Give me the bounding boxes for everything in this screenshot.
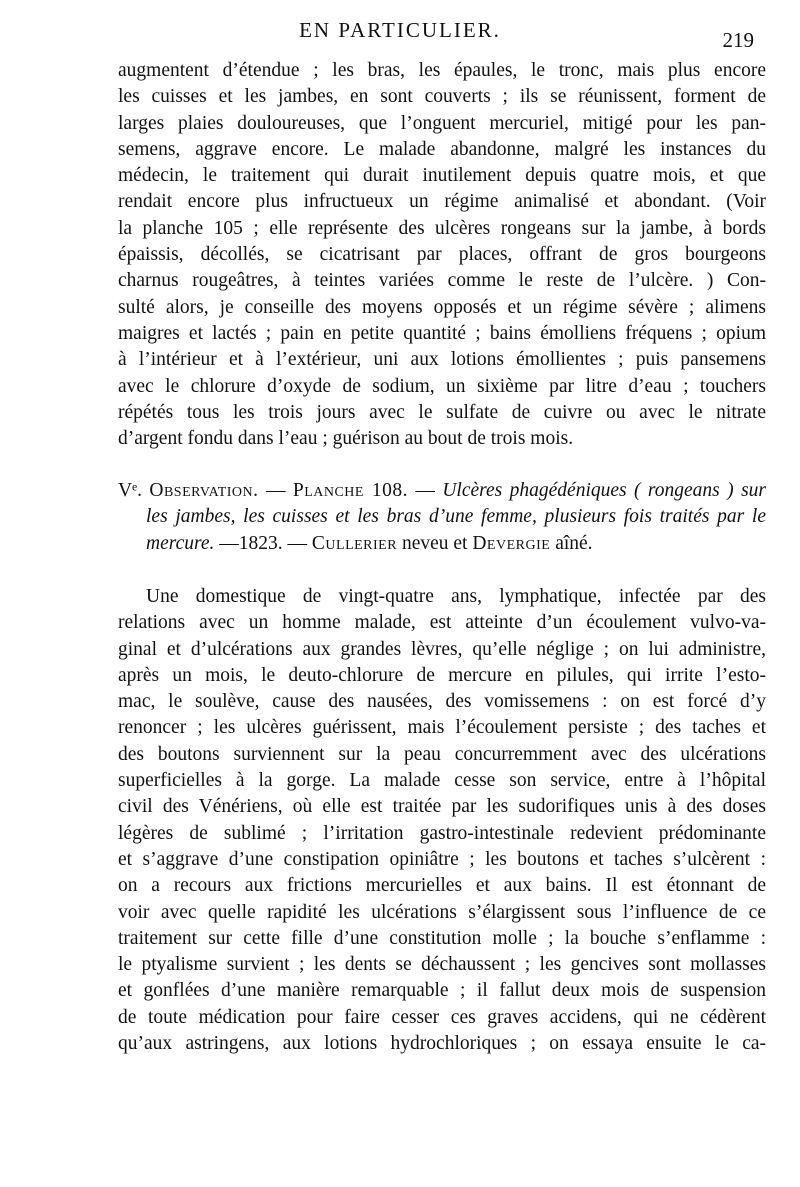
text-line: Une domestique de vingt-quatre ans, lymphatique, infectée par des: [146, 586, 766, 607]
text-line: le ptyalisme survient ; les dents se déchaussent ; les gencives sont mollasses: [118, 954, 766, 976]
text-line: après un mois, le deuto-chlorure de mercure en pilules, qui irrite l’esto-: [118, 664, 766, 686]
dash: —: [265, 480, 286, 501]
text-line: larges plaies douloureuses, que l’onguent mercuriel, mitigé pour les pan-: [118, 112, 766, 134]
text-line: et gonflées d’une manière remarquable ; il fallut deux mois de suspension: [118, 980, 766, 1002]
text-line: renoncer ; les ulcères guérissent, mais l’écoulement persiste ; des taches et: [118, 717, 766, 739]
text-line: mac, le soulève, cause des nausées, des vomissemens : on est forcé d’y: [118, 691, 766, 713]
observation-title: Ulcères phagédéniques ( rongeans ) sur: [442, 480, 767, 501]
text-line: sulté alors, je conseille des moyens opposés et un régime sévère ; alimens: [118, 296, 766, 318]
author-suffix: neveu et: [397, 532, 473, 554]
paragraph-continuation: [118, 58, 766, 452]
observation-title-line: [118, 531, 766, 557]
observation-date: —1823. —: [214, 532, 308, 554]
observation-title-end: mercure.: [146, 532, 215, 554]
text-line: maigres et lactés ; pain en petite quantité ; bains émolliens fréquens ; opium: [118, 322, 766, 344]
observation-label: Observation.: [149, 480, 259, 501]
text-line: traitement sur cette fille d’une constitution molle ; la bouche s’enflamme :: [118, 927, 766, 949]
author-name: Devergie: [472, 532, 551, 554]
observation-heading: [118, 478, 766, 557]
text-line: charnus rougeâtres, à teintes variées comme le reste de l’ulcère. ) Con-: [118, 270, 766, 292]
author-suffix: aîné.: [550, 532, 593, 554]
text-line: ginal et d’ulcérations aux grandes lèvres, qu’elle néglige ; on lui administre,: [118, 638, 766, 660]
text-line: on a recours aux frictions mercurielles et aux bains. Il est étonnant de: [118, 875, 766, 897]
plate-reference: Planche 108.: [292, 480, 408, 501]
text-line: des boutons surviennent sur la peau concurremment avec des ulcérations: [118, 743, 766, 765]
text-line: légères de sublimé ; l’irritation gastro-intestinale redevient prédominante: [118, 822, 766, 844]
text-line: épaissis, décollés, se cicatrisant par places, offrant de gros bourgeons: [118, 244, 766, 266]
text-line: les cuisses et les jambes, en sont couverts ; ils se réunissent, forment de: [118, 86, 766, 108]
text-line: rendait encore plus infructueux un régime animalisé et abondant. (Voir: [118, 191, 766, 213]
text-line: d’argent fondu dans l’eau ; guérison au bout de trois mois.: [118, 428, 574, 450]
text-line: relations avec un homme malade, est atteinte d’un écoulement vulvo-va-: [118, 612, 766, 634]
paragraph-observation-body: [118, 584, 766, 1057]
author-name: Cullerier: [311, 532, 398, 554]
observation-heading-line: [118, 478, 766, 504]
text-line: voir avec quelle rapidité les ulcérations s’élargissent sous l’influence de ce: [118, 901, 766, 923]
text-line: augmentent d’étendue ; les bras, les épaules, le tronc, mais plus encore: [118, 60, 766, 81]
observation-title-line: les jambes, les cuisses et les bras d’une femme, plusieurs fois traités par le: [146, 506, 766, 528]
running-title: EN PARTICULIER.: [299, 18, 501, 42]
observation-number: Vᵉ.: [118, 480, 142, 501]
text-line: et s’aggrave d’une constipation opiniâtre ; les boutons et taches s’ulcèrent :: [118, 848, 766, 870]
text-line: à l’intérieur et à l’extérieur, uni aux lotions émollientes ; puis pansemens: [118, 349, 766, 371]
dash: —: [415, 480, 435, 501]
text-line: avec le chlorure d’oxyde de sodium, un sixième par litre d’eau ; touchers: [118, 375, 766, 397]
text-line: semens, aggrave encore. Le malade abandonne, malgré les instances du: [118, 138, 766, 160]
text-line: la planche 105 ; elle représente des ulcères rongeans sur la jambe, à bords: [118, 217, 766, 239]
page-number: 219: [722, 28, 754, 52]
text-line: de toute médication pour faire cesser ces graves accidens, qui ne cédèrent: [118, 1006, 766, 1028]
text-line: médecin, le traitement qui durait inutilement depuis quatre mois, et que: [118, 165, 766, 187]
text-line: qu’aux astringens, aux lotions hydrochloriques ; on essaya ensuite le ca-: [118, 1033, 766, 1055]
text-line: civil des Vénériens, où elle est traitée par les sudorifiques unis à des doses: [118, 796, 766, 818]
text-line: superficielles à la gorge. La malade cesse son service, entre à l’hôpital: [118, 770, 766, 792]
text-line: répétés tous les trois jours avec le sulfate de cuivre ou avec le nitrate: [118, 401, 766, 423]
